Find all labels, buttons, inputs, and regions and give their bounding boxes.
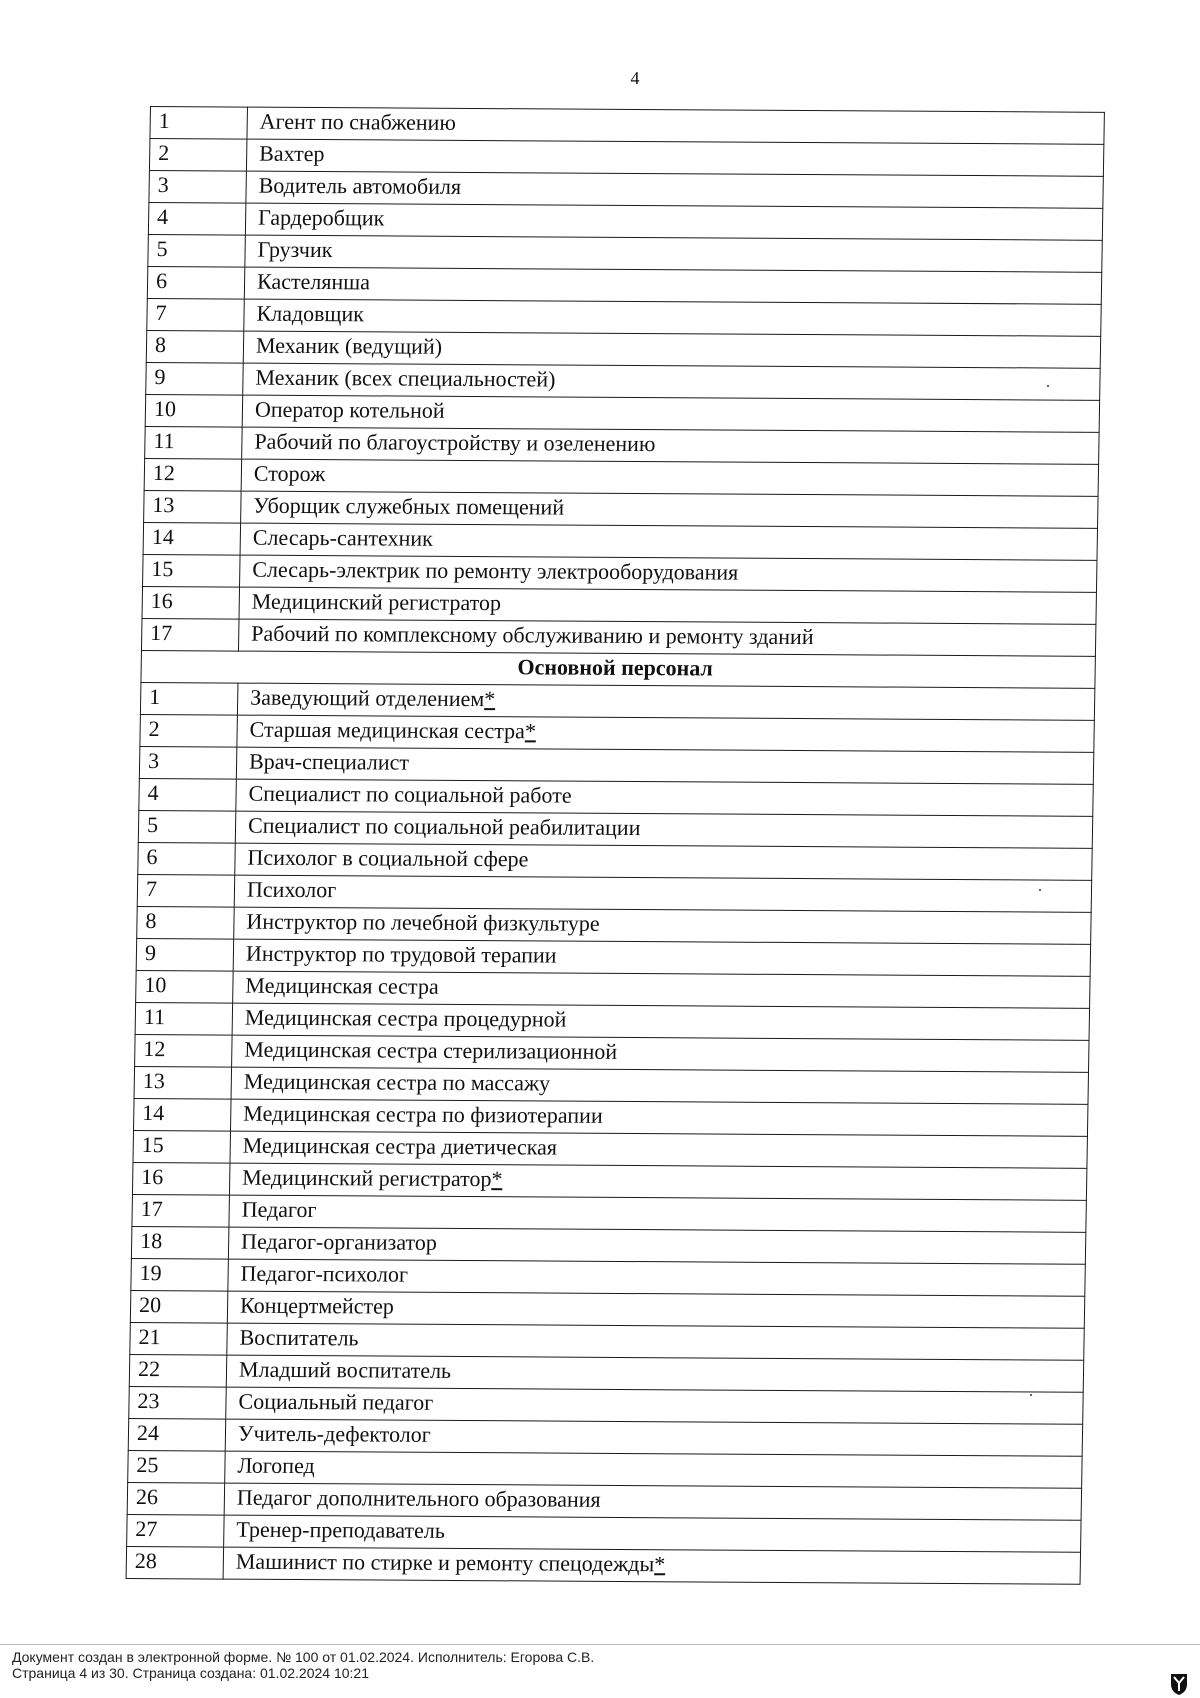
- row-number: 15: [143, 554, 241, 587]
- row-number: 16: [132, 1162, 230, 1195]
- position-name-cell: [241, 491, 1098, 528]
- row-number: 11: [135, 1002, 233, 1035]
- row-number: 27: [127, 1514, 225, 1547]
- row-number: 15: [133, 1130, 231, 1163]
- position-name: Медицинский регистратор: [251, 588, 502, 616]
- row-number: 14: [134, 1098, 232, 1131]
- position-name: Слесарь-сантехник: [252, 524, 434, 551]
- position-name-cell: [243, 363, 1100, 400]
- position-name-cell: [240, 555, 1097, 592]
- position-name: Специалист по социальной работе: [248, 780, 572, 808]
- row-number: 1: [150, 107, 248, 140]
- row-number: 21: [130, 1322, 228, 1355]
- position-name: Концертмейстер: [239, 1292, 395, 1319]
- row-number: 2: [149, 139, 247, 172]
- position-name: Медицинская сестра: [245, 972, 439, 999]
- position-name-cell: [245, 203, 1102, 240]
- position-name-cell: [226, 1387, 1083, 1424]
- position-name: Инструктор по трудовой терапии: [245, 940, 557, 968]
- position-name: Медицинский регистратор: [242, 1164, 492, 1192]
- position-name-cell: [242, 395, 1099, 432]
- document-footer: [12, 1649, 594, 1681]
- footer-divider: [0, 1644, 1200, 1645]
- position-name: Рабочий по благоустройству и озеленению: [254, 428, 656, 457]
- row-number: 13: [134, 1066, 232, 1099]
- position-name-cell: [227, 1291, 1084, 1328]
- position-name: Врач-специалист: [248, 748, 410, 775]
- row-number: 12: [135, 1034, 233, 1067]
- section-title: Основной персонал: [141, 650, 1095, 688]
- scan-speck: [1039, 889, 1041, 891]
- footnote-mark: *: [654, 1551, 666, 1577]
- position-name: Грузчик: [257, 236, 333, 263]
- row-number: 26: [127, 1482, 225, 1515]
- position-name: Гардеробщик: [257, 204, 385, 231]
- position-name-cell: [231, 1067, 1088, 1104]
- footer-line-2: Страница 4 из 30. Страница создана: 01.02.2024 10:21: [12, 1665, 369, 1681]
- position-name-cell: [230, 1131, 1087, 1168]
- position-name: Машинист по стирке и ремонту спецодежды: [235, 1548, 655, 1577]
- row-number: 22: [129, 1354, 227, 1387]
- row-number: 6: [147, 267, 245, 300]
- position-name-cell: [240, 523, 1097, 560]
- page-number: 4: [630, 68, 640, 88]
- row-number: 23: [129, 1386, 227, 1419]
- position-name: Педагог-организатор: [240, 1228, 438, 1255]
- position-name-cell: [234, 875, 1091, 912]
- position-name: Кладовщик: [256, 300, 365, 327]
- position-name: Заведующий отделением: [249, 684, 485, 712]
- row-number: 18: [131, 1226, 229, 1259]
- row-number: 3: [139, 746, 237, 779]
- position-name: Учитель-дефектолог: [237, 1420, 432, 1447]
- row-number: 24: [128, 1418, 226, 1451]
- position-name-cell: [237, 683, 1094, 720]
- position-name-cell: [247, 107, 1104, 144]
- position-name-cell: [228, 1259, 1085, 1296]
- footnote-mark: *: [524, 718, 537, 744]
- footer-line-1: Документ создан в электронной форме. № 100 от 01.02.2024. Исполнитель: Егорова С.В.: [12, 1649, 595, 1665]
- position-name: Кастелянша: [256, 268, 371, 295]
- position-name-cell: [244, 299, 1101, 336]
- position-name-cell: [238, 619, 1095, 656]
- row-number: 14: [143, 522, 241, 555]
- row-number: 28: [126, 1546, 224, 1579]
- row-number: 10: [136, 970, 234, 1003]
- row-number: 5: [148, 235, 246, 268]
- position-name: Социальный педагог: [238, 1388, 434, 1415]
- position-name: Рабочий по комплексному обслуживанию и ремонту зданий: [251, 620, 814, 650]
- row-number: 9: [136, 938, 234, 971]
- position-name: Психолог: [246, 876, 337, 903]
- position-name: Вахтер: [259, 140, 325, 167]
- position-name-cell: [225, 1419, 1082, 1456]
- row-number: 4: [139, 778, 237, 811]
- position-name: Механик (всех специальностей): [255, 364, 556, 392]
- position-name-cell: [239, 587, 1096, 624]
- row-number: 19: [131, 1258, 229, 1291]
- position-name-cell: [233, 939, 1090, 976]
- scan-speck: [1047, 385, 1049, 387]
- position-name-cell: [229, 1195, 1086, 1232]
- position-name: Инструктор по лечебной физкультуре: [246, 908, 600, 936]
- coat-of-arms-icon: [1170, 1672, 1188, 1696]
- position-name: Механик (ведущий): [255, 332, 443, 359]
- position-name: Педагог: [241, 1196, 317, 1223]
- position-name: Медицинская сестра процедурной: [244, 1004, 567, 1032]
- row-number: 10: [145, 394, 243, 427]
- position-name-cell: [237, 715, 1094, 752]
- position-name: Медицинская сестра стерилизационной: [244, 1036, 618, 1064]
- position-name-cell: [232, 1035, 1089, 1072]
- position-name: Тренер-преподаватель: [236, 1516, 446, 1543]
- position-name: Педагог-психолог: [240, 1260, 409, 1287]
- staff-table: [126, 106, 1105, 1585]
- row-number: 7: [137, 874, 235, 907]
- position-name-cell: [236, 779, 1093, 816]
- position-name-cell: [224, 1483, 1081, 1520]
- position-name: Медицинская сестра по массажу: [243, 1068, 551, 1096]
- row-number: 5: [138, 810, 236, 843]
- row-number: 3: [149, 171, 247, 204]
- position-name-cell: [243, 331, 1100, 368]
- row-number: 1: [140, 682, 238, 715]
- position-name-cell: [233, 971, 1090, 1008]
- table-row: [126, 1546, 1080, 1584]
- position-name: Медицинская сестра по физиотерапии: [243, 1100, 603, 1128]
- row-number: 16: [142, 586, 240, 619]
- row-number: 11: [145, 426, 243, 459]
- position-name: Уборщик служебных помещений: [253, 492, 565, 520]
- row-number: 17: [141, 618, 239, 651]
- row-number: 8: [137, 906, 235, 939]
- position-name: Старшая медицинская сестра: [249, 716, 526, 744]
- position-name-cell: [232, 1003, 1089, 1040]
- position-name-cell: [246, 171, 1103, 208]
- position-name-cell: [244, 267, 1101, 304]
- staff-table-wrapper: [126, 106, 1105, 1585]
- row-number: 4: [148, 203, 246, 236]
- row-number: 20: [130, 1290, 228, 1323]
- position-name-cell: [246, 139, 1103, 176]
- position-name: Воспитатель: [239, 1324, 359, 1351]
- position-name-cell: [236, 747, 1093, 784]
- position-name: Агент по снабжению: [259, 108, 457, 135]
- position-name-cell: [235, 843, 1092, 880]
- position-name-cell: [235, 811, 1092, 848]
- position-name-cell: [242, 427, 1099, 464]
- row-number: 13: [144, 490, 242, 523]
- position-name: Психолог в социальной сфере: [247, 844, 529, 872]
- row-number: 6: [138, 842, 236, 875]
- position-name: Специалист по социальной реабилитации: [247, 812, 641, 841]
- position-name: Младший воспитатель: [238, 1356, 452, 1383]
- staff-table-part2: [126, 682, 1095, 1584]
- position-name: Логопед: [237, 1452, 315, 1479]
- row-number: 7: [147, 298, 245, 331]
- scan-speck: [1030, 1394, 1032, 1396]
- position-name-cell: [228, 1227, 1085, 1264]
- position-name-cell: [226, 1355, 1083, 1392]
- row-number: 9: [146, 362, 244, 395]
- position-name-cell: [245, 235, 1102, 272]
- position-name: Водитель автомобиля: [258, 172, 462, 199]
- position-name: Оператор котельной: [254, 396, 445, 423]
- footnote-mark: *: [484, 686, 496, 712]
- position-name-cell: [231, 1099, 1088, 1136]
- position-name-cell: [227, 1323, 1084, 1360]
- position-name-cell: [225, 1451, 1082, 1488]
- row-number: 17: [132, 1194, 230, 1227]
- position-name-cell: [223, 1547, 1080, 1584]
- position-name: Медицинская сестра диетическая: [242, 1132, 558, 1160]
- row-number: 25: [128, 1450, 226, 1483]
- position-name: Педагог дополнительного образования: [236, 1484, 601, 1512]
- row-number: 12: [144, 458, 242, 491]
- position-name-cell: [224, 1515, 1081, 1552]
- position-name: Сторож: [253, 460, 326, 487]
- position-name-cell: [229, 1163, 1086, 1200]
- row-number: 2: [140, 714, 238, 747]
- position-name: Слесарь-электрик по ремонту электрооборудования: [252, 556, 739, 585]
- row-number: 8: [146, 330, 244, 363]
- footnote-mark: *: [491, 1166, 503, 1192]
- position-name-cell: [241, 459, 1098, 496]
- staff-table-part1: [141, 107, 1104, 657]
- position-name-cell: [234, 907, 1091, 944]
